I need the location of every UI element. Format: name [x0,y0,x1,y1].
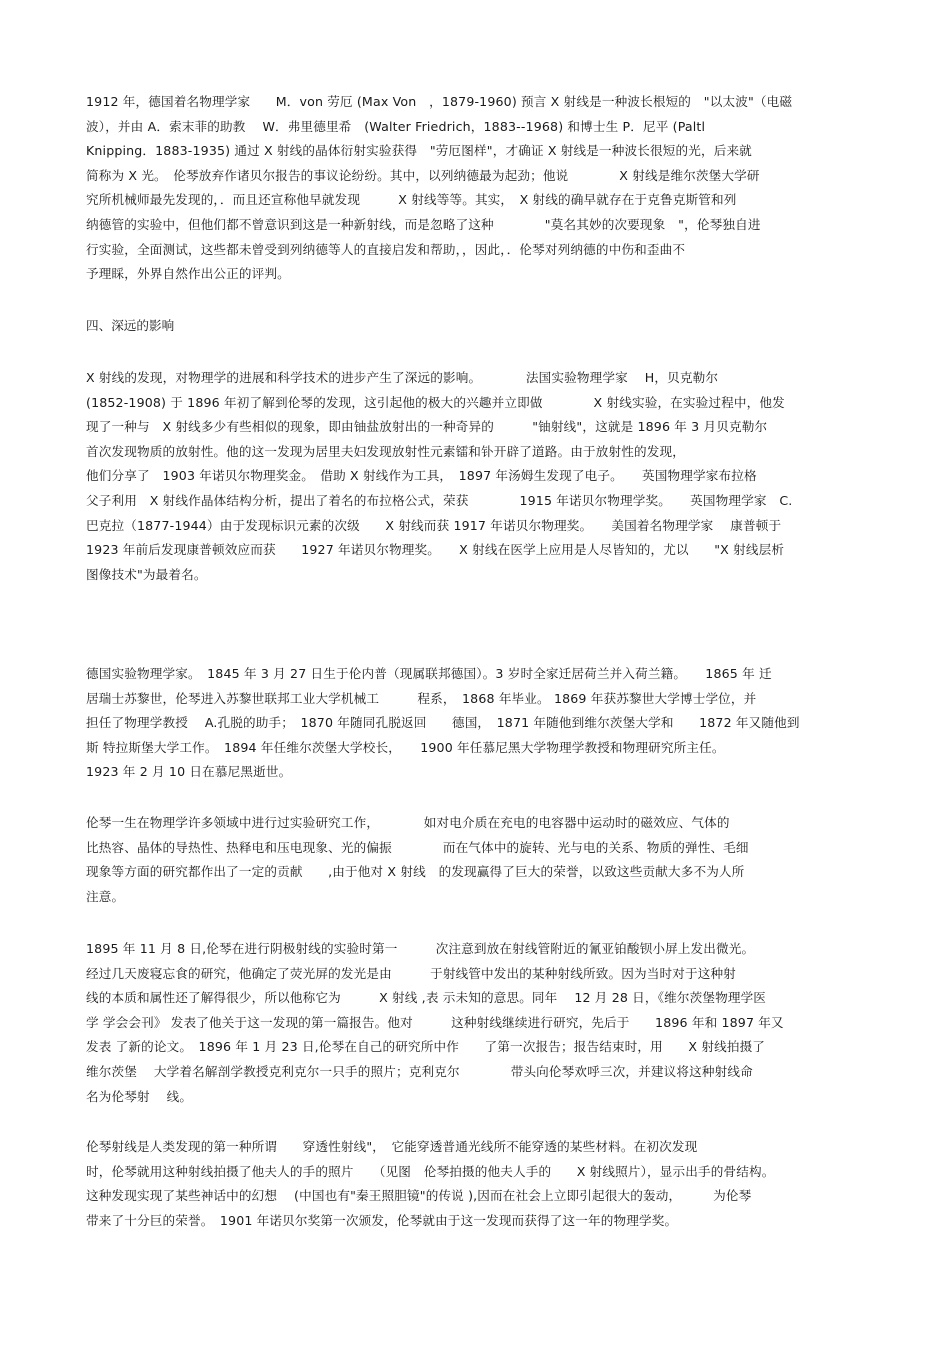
text-line: 这种发现实现了某些神话中的幻想 (中国也有"秦王照胆镜"的传说 ),因而在社会上立即引起很大的轰动， 为伦琴 [86,1188,752,1204]
text-line: 首次发现物质的放射性。他的这一发现为居里夫妇发现放射性元素镭和钋开辟了道路。由于放射性的发现， [86,443,685,459]
text-line: 予理睬，外界自然作出公正的评判。 [86,266,290,282]
text-line: 居瑞士苏黎世，伦琴进入苏黎世联邦工业大学机械工 程系， 1868 年毕业。 1869 年获苏黎世大学博士学位，并 [86,690,757,706]
text-line: 斯 特拉斯堡大学工作。 1894 年任维尔茨堡大学校长， 1900 年任慕尼黑大学物理学教授和物理研究所主任。 [86,739,725,755]
text-line: 巴克拉（1877-1944）由于发现标识元素的次级 X 射线而获 1917 年诺贝尔物理奖。 美国着名物理学家 康普顿于 [86,517,782,533]
text-line: 图像技术"为最着名。 [86,566,207,582]
section-heading: 四、深远的影响 [86,318,175,333]
text-line: 1912 年，德国着名物理学家 M．von 劳厄 (Max Von ，1879-1960) 预言 X 射线是一种波长根短的 "以太波"（电磁 [86,94,793,109]
text-line: 现了一种与 X 射线多少有些相似的现象，即由铀盐放射出的一种奇异的 "铀射线"，这就是 1896 年 3 月贝克勒尔 [86,419,768,435]
paragraph-discovery [86,937,870,1109]
text-line: 维尔茨堡 大学着名解剖学教授克利克尔一只手的照片；克利克尔 带头向伦琴欢呼三次，并建议将这种射线命 [86,1063,753,1079]
text-line: 担任了物理学教授 A.孔脱的助手； 1870 年随同孔脱返回 德国， 1871 年随他到维尔茨堡大学和 1872 年又随他到 [86,715,800,731]
paragraph-laue [86,90,870,287]
text-line: 1923 年前后发现康普顿效应而获 1927 年诺贝尔物理奖。 X 射线在医学上应用是人尽皆知的，尤以 "X 射线层析 [86,542,785,558]
text-line: 德国实验物理学家。 1845 年 3 月 27 日生于伦内普（现属联邦德国）。3 岁时全家迁居荷兰并入荷兰籍。 1865 年 迁 [86,666,772,681]
text-line: 究所机械师最先发现的，．而且还宣称他早就发现 X 射线等等。其实， X 射线的确早就存在于克鲁克斯管和列 [86,192,737,208]
paragraph-biography [86,662,870,785]
text-line: 纳德管的实验中，但他们都不曾意识到这是一种新射线，而是忽略了这种 "莫名其妙的次要现象 "，伦琴独自进 [86,216,761,232]
text-line: 1895 年 11 月 8 日,伦琴在进行阴极射线的实验时第一 次注意到放在射线管附近的氰亚铂酸钡小屏上发出微光。 [86,941,755,956]
text-line: 比热容、晶体的导热性、热释电和压电现象、光的偏振 而在气体中的旋转、光与电的关系、物质的弹性、毛细 [86,839,749,855]
text-line: 时，伦琴就用这种射线拍摄了他夫人的手的照片 （见图 伦琴拍摄的他夫人手的 X 射线照片），显示出手的骨结构。 [86,1163,775,1179]
text-line: 注意。 [86,888,125,904]
text-line: 波），并由 A．索末菲的助教 W．弗里德里希 (Walter Friedrich，1883--1968) 和博士生 P．尼平 (Paltl [86,118,706,134]
text-line: 简称为 X 光。 伦琴放弃作诸贝尔报告的事议论纷纷。其中，以列纳德最为起劲；他说 X 射线是维尔茨堡大学研 [86,167,760,183]
text-line: 现象等方面的研究都作出了一定的贡献 ,由于他对 X 射线 的发现赢得了巨大的荣誉，以致这些贡献大多不为人所 [86,864,745,880]
paragraph-penetrating-rays [86,1135,870,1233]
text-line: 学 学会会刊》 发表了他关于这一发现的第一篇报告。他对 这种射线继续进行研究，先后于 1896 年和 1897 年又 [86,1014,784,1030]
paragraph-research [86,811,870,909]
text-line: 伦琴一生在物理学许多领域中进行过实验研究工作， 如对电介质在充电的电容器中运动时的磁效应、气体的 [86,815,730,830]
text-line: 行实验，全面测试，这些都未曾受到列纳德等人的直接启发和帮助，，因此，．伦琴对列纳德的中伤和歪曲不 [86,241,686,257]
text-line: (1852-1908) 于 1896 年初了解到伦琴的发现，这引起他的极大的兴趣并立即做 X 射线实验，在实验过程中，他发 [86,394,785,410]
text-line: 发表 了新的论文。 1896 年 1 月 23 日,伦琴在自己的研究所中作 了第一次报告；报告结束时，用 X 射线拍摄了 [86,1039,766,1055]
text-line: 名为伦琴射 线。 [86,1088,193,1104]
text-line: 带来了十分巨的荣誉。 1901 年诺贝尔奖第一次颁发，伦琴就由于这一发现而获得了这一年的物理学奖。 [86,1212,678,1228]
text-line: 他们分享了 1903 年诺贝尔物理奖金。 借助 X 射线作为工具， 1897 年汤姆生发现了电子。 英国物理学家布拉格 [86,468,757,484]
text-line: X 射线的发现，对物理学的进展和科学技术的进步产生了深远的影响。 法国实验物理学家 H，贝克勒尔 [86,370,719,385]
text-line: 经过几天废寝忘食的研究，他确定了荧光屏的发光是由 于射线管中发出的某种射线所致。因为当时对于这种射 [86,965,736,981]
text-line: 线的本质和属性还了解得很少，所以他称它为 X 射线 ,表 示未知的意思。同年 12 月 28 日，《维尔茨堡物理学医 [86,990,767,1006]
paragraph-influence [86,366,870,587]
text-line: 1923 年 2 月 10 日在慕尼黑逝世。 [86,764,292,780]
text-line: Knipping．1883-1935) 通过 X 射线的晶体衍射实验获得 "劳厄图样"，才确证 X 射线是一种波长很短的光，后来就 [86,143,752,159]
text-line: 伦琴射线是人类发现的第一种所谓 穿透性射线"， 它能穿透普通光线所不能穿透的某些材料。在初次发现 [86,1139,698,1154]
text-line: 父子利用 X 射线作晶体结构分析，提出了着名的布拉格公式，荣获 1915 年诺贝尔物理学奖。 英国物理学家 C. [86,492,793,508]
